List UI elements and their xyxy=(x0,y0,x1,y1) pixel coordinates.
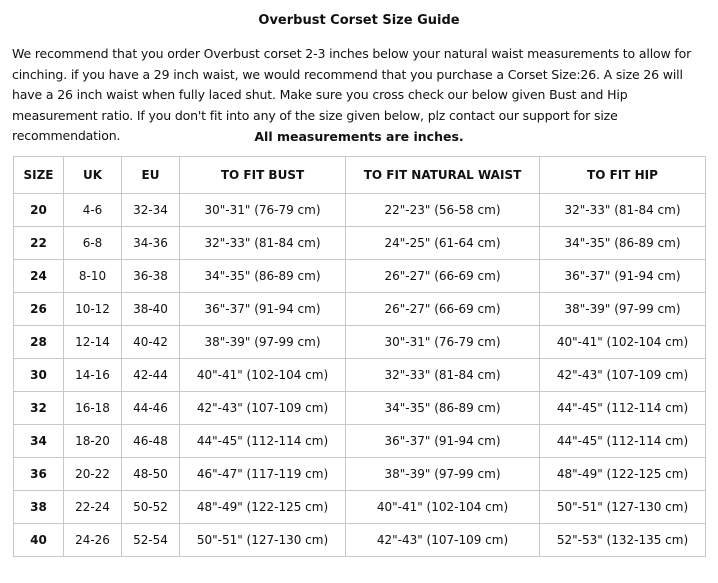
eu-cell: 50-52 xyxy=(122,491,180,524)
uk-cell: 10-12 xyxy=(64,293,122,326)
header-waist: TO FIT NATURAL WAIST xyxy=(346,157,540,194)
bust-cell: 36"-37" (91-94 cm) xyxy=(180,293,346,326)
uk-cell: 4-6 xyxy=(64,194,122,227)
table-row xyxy=(14,194,706,227)
table-body xyxy=(14,194,706,557)
hip-cell: 38"-39" (97-99 cm) xyxy=(540,293,706,326)
hip-cell: 42"-43" (107-109 cm) xyxy=(540,359,706,392)
eu-cell: 42-44 xyxy=(122,359,180,392)
hip-cell: 40"-41" (102-104 cm) xyxy=(540,326,706,359)
eu-cell: 32-34 xyxy=(122,194,180,227)
intro-paragraph: We recommend that you order Overbust corset 2-3 inches below your natural waist measurements to allow for cinching. if you have a 29 inch waist, we would recommend that you purchase a Corset Size:26. A size 26 will have a 26 inch waist when fully laced shut. Make sure you cross check our below given Bust and Hip measurement ratio. If you don't fit into any of the size given below, plz contact our support for size recommendation. xyxy=(12,46,692,143)
waist-cell: 34"-35" (86-89 cm) xyxy=(346,392,540,425)
uk-cell: 24-26 xyxy=(64,524,122,557)
waist-cell: 26"-27" (66-69 cm) xyxy=(346,293,540,326)
eu-cell: 38-40 xyxy=(122,293,180,326)
table-row xyxy=(14,293,706,326)
size-cell: 32 xyxy=(14,392,64,425)
table-row xyxy=(14,359,706,392)
uk-cell: 8-10 xyxy=(64,260,122,293)
waist-cell: 38"-39" (97-99 cm) xyxy=(346,458,540,491)
eu-cell: 34-36 xyxy=(122,227,180,260)
size-cell: 20 xyxy=(14,194,64,227)
waist-cell: 26"-27" (66-69 cm) xyxy=(346,260,540,293)
uk-cell: 12-14 xyxy=(64,326,122,359)
size-cell: 38 xyxy=(14,491,64,524)
eu-cell: 40-42 xyxy=(122,326,180,359)
header-uk: UK xyxy=(64,157,122,194)
bust-cell: 30"-31" (76-79 cm) xyxy=(180,194,346,227)
table-row xyxy=(14,491,706,524)
bust-cell: 42"-43" (107-109 cm) xyxy=(180,392,346,425)
bust-cell: 34"-35" (86-89 cm) xyxy=(180,260,346,293)
hip-cell: 34"-35" (86-89 cm) xyxy=(540,227,706,260)
header-hip: TO FIT HIP xyxy=(540,157,706,194)
hip-cell: 44"-45" (112-114 cm) xyxy=(540,425,706,458)
size-table xyxy=(13,156,706,557)
bust-cell: 50"-51" (127-130 cm) xyxy=(180,524,346,557)
header-size: SIZE xyxy=(14,157,64,194)
page-title: Overbust Corset Size Guide xyxy=(258,13,460,28)
header-eu: EU xyxy=(122,157,180,194)
uk-cell: 6-8 xyxy=(64,227,122,260)
bust-cell: 40"-41" (102-104 cm) xyxy=(180,359,346,392)
eu-cell: 52-54 xyxy=(122,524,180,557)
table-row xyxy=(14,425,706,458)
hip-cell: 36"-37" (91-94 cm) xyxy=(540,260,706,293)
hip-cell: 44"-45" (112-114 cm) xyxy=(540,392,706,425)
bust-cell: 44"-45" (112-114 cm) xyxy=(180,425,346,458)
size-cell: 34 xyxy=(14,425,64,458)
size-cell: 36 xyxy=(14,458,64,491)
size-cell: 26 xyxy=(14,293,64,326)
uk-cell: 20-22 xyxy=(64,458,122,491)
waist-cell: 42"-43" (107-109 cm) xyxy=(346,524,540,557)
size-cell: 28 xyxy=(14,326,64,359)
uk-cell: 14-16 xyxy=(64,359,122,392)
table-row xyxy=(14,326,706,359)
uk-cell: 16-18 xyxy=(64,392,122,425)
table-row xyxy=(14,392,706,425)
size-cell: 40 xyxy=(14,524,64,557)
table-row xyxy=(14,227,706,260)
hip-cell: 48"-49" (122-125 cm) xyxy=(540,458,706,491)
table-row xyxy=(14,524,706,557)
eu-cell: 44-46 xyxy=(122,392,180,425)
header-bust: TO FIT BUST xyxy=(180,157,346,194)
waist-cell: 30"-31" (76-79 cm) xyxy=(346,326,540,359)
table-row xyxy=(14,260,706,293)
size-cell: 22 xyxy=(14,227,64,260)
eu-cell: 46-48 xyxy=(122,425,180,458)
bust-cell: 48"-49" (122-125 cm) xyxy=(180,491,346,524)
uk-cell: 18-20 xyxy=(64,425,122,458)
hip-cell: 50"-51" (127-130 cm) xyxy=(540,491,706,524)
hip-cell: 52"-53" (132-135 cm) xyxy=(540,524,706,557)
bust-cell: 32"-33" (81-84 cm) xyxy=(180,227,346,260)
waist-cell: 40"-41" (102-104 cm) xyxy=(346,491,540,524)
size-cell: 24 xyxy=(14,260,64,293)
uk-cell: 22-24 xyxy=(64,491,122,524)
measurement-note: All measurements are inches. xyxy=(254,129,464,144)
bust-cell: 38"-39" (97-99 cm) xyxy=(180,326,346,359)
waist-cell: 32"-33" (81-84 cm) xyxy=(346,359,540,392)
table-row xyxy=(14,458,706,491)
table-header-row xyxy=(14,157,706,194)
eu-cell: 48-50 xyxy=(122,458,180,491)
size-cell: 30 xyxy=(14,359,64,392)
eu-cell: 36-38 xyxy=(122,260,180,293)
bust-cell: 46"-47" (117-119 cm) xyxy=(180,458,346,491)
waist-cell: 24"-25" (61-64 cm) xyxy=(346,227,540,260)
waist-cell: 22"-23" (56-58 cm) xyxy=(346,194,540,227)
waist-cell: 36"-37" (91-94 cm) xyxy=(346,425,540,458)
hip-cell: 32"-33" (81-84 cm) xyxy=(540,194,706,227)
